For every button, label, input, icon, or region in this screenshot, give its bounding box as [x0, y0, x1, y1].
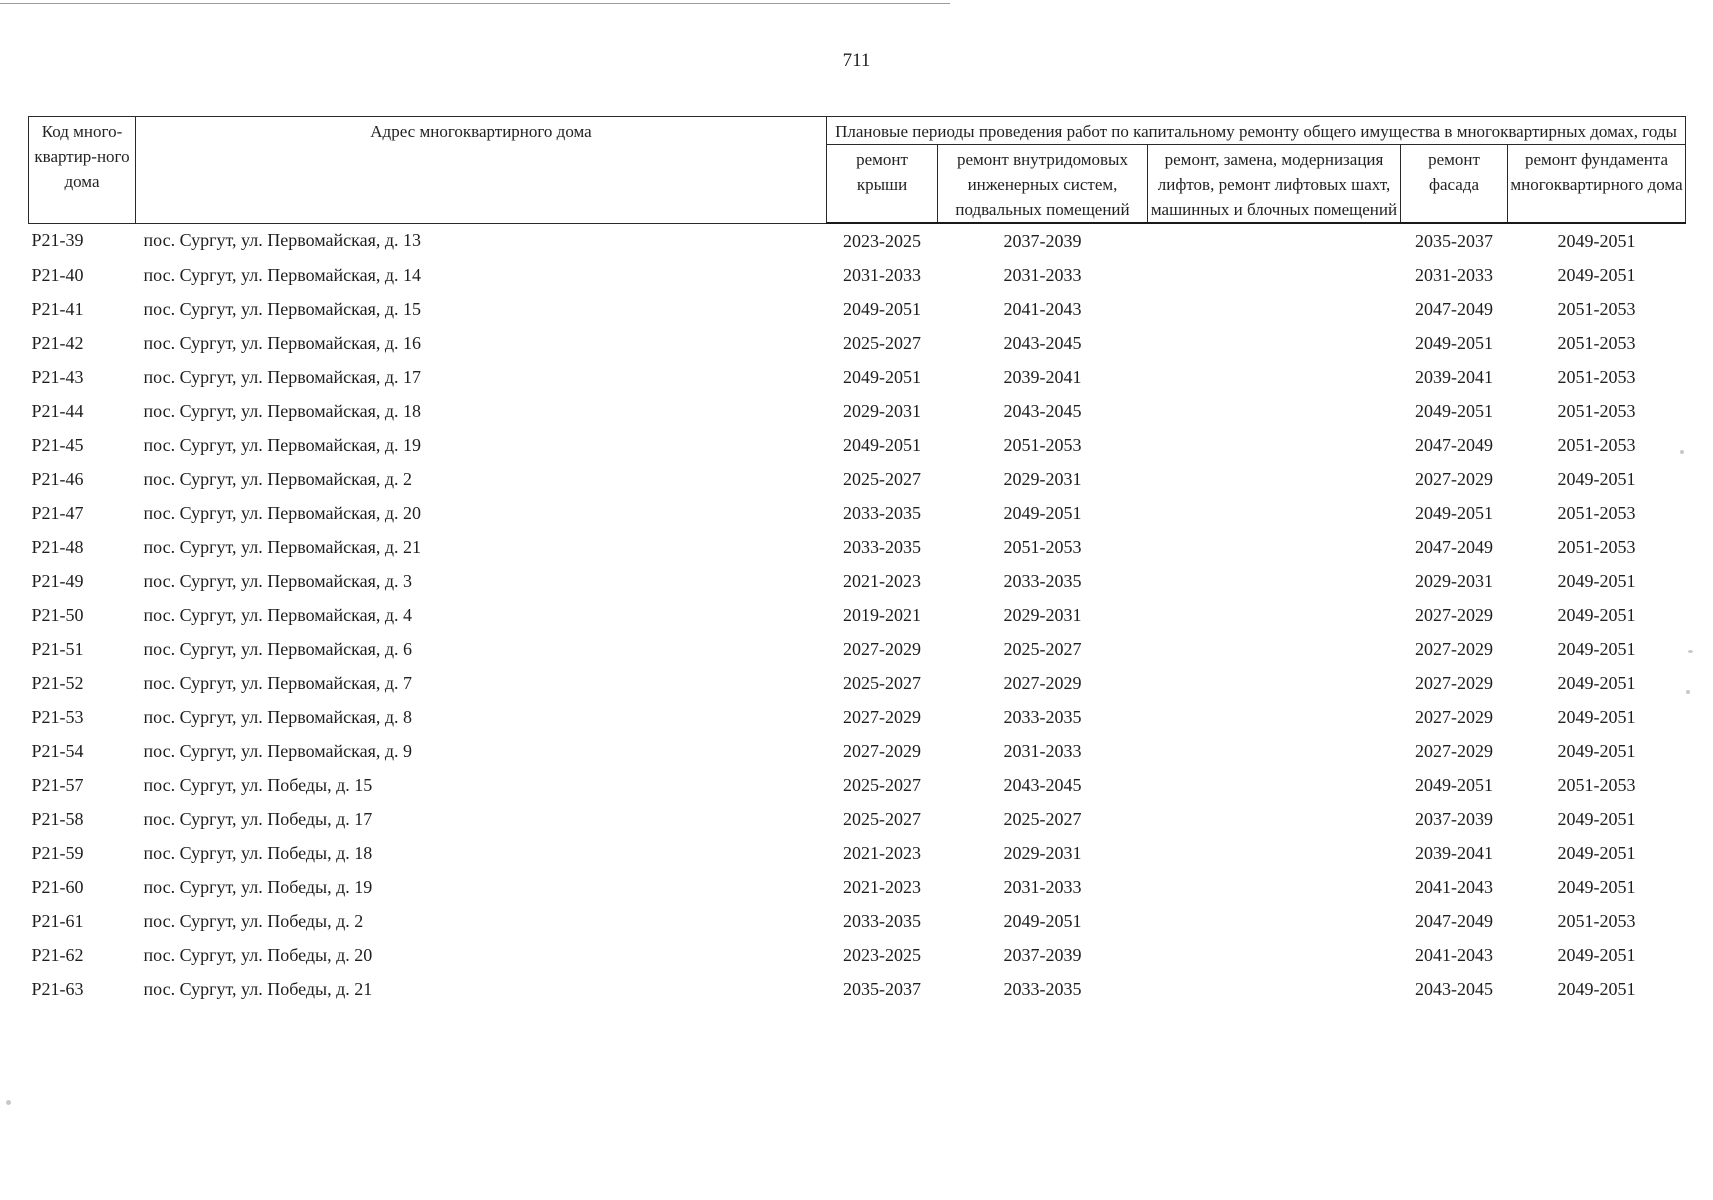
cell-lifts	[1148, 904, 1401, 938]
cell-systems: 2043-2045	[1003, 400, 1082, 421]
cell-foundation: 2049-2051	[1557, 842, 1636, 863]
cell-lifts	[1148, 530, 1401, 564]
cell-facade: 2037-2039	[1415, 808, 1493, 829]
cell-roof: 2019-2021	[843, 604, 921, 625]
cell-roof: 2023-2025	[843, 230, 921, 251]
cell-foundation: 2051-2053	[1557, 910, 1636, 931]
cell-code: P21-46	[31, 468, 84, 489]
cell-foundation: 2049-2051	[1557, 740, 1636, 761]
cell-roof: 2033-2035	[843, 502, 921, 523]
cell-lifts	[1148, 564, 1401, 598]
cell-foundation: 2049-2051	[1557, 638, 1636, 659]
cell-lifts	[1148, 462, 1401, 496]
cell-lifts	[1148, 870, 1401, 904]
header-address: Адрес многоквартирного дома	[136, 117, 827, 224]
cell-facade: 2041-2043	[1415, 944, 1493, 965]
table-row	[29, 564, 1686, 598]
cell-code: P21-54	[31, 740, 84, 761]
cell-systems: 2051-2053	[1003, 536, 1082, 557]
cell-facade: 2027-2029	[1415, 638, 1493, 659]
cell-systems: 2033-2035	[1003, 570, 1082, 591]
cell-roof: 2021-2023	[843, 570, 921, 591]
cell-address: пос. Сургут, ул. Первомайская, д. 9	[143, 740, 413, 761]
cell-foundation: 2049-2051	[1557, 706, 1636, 727]
cell-roof: 2021-2023	[843, 842, 921, 863]
cell-facade: 2049-2051	[1415, 400, 1493, 421]
cell-address: пос. Сургут, ул. Первомайская, д. 3	[143, 570, 413, 591]
cell-address: пос. Сургут, ул. Первомайская, д. 8	[143, 706, 413, 727]
cell-address: пос. Сургут, ул. Победы, д. 18	[143, 842, 373, 863]
cell-systems: 2029-2031	[1003, 604, 1082, 625]
cell-code: P21-58	[31, 808, 84, 829]
cell-systems: 2033-2035	[1003, 978, 1082, 999]
cell-foundation: 2051-2053	[1557, 332, 1636, 353]
table-row	[29, 904, 1686, 938]
cell-roof: 2025-2027	[843, 468, 921, 489]
cell-foundation: 2049-2051	[1557, 468, 1636, 489]
cell-foundation: 2049-2051	[1557, 978, 1636, 999]
cell-foundation: 2051-2053	[1557, 774, 1636, 795]
cell-foundation: 2049-2051	[1557, 604, 1636, 625]
cell-facade: 2035-2037	[1415, 230, 1493, 251]
cell-roof: 2049-2051	[843, 434, 921, 455]
cell-systems: 2051-2053	[1003, 434, 1082, 455]
cell-systems: 2041-2043	[1003, 298, 1082, 319]
cell-roof: 2031-2033	[843, 264, 921, 285]
cell-code: P21-39	[31, 230, 84, 251]
table-row	[29, 734, 1686, 768]
cell-code: P21-40	[31, 264, 84, 285]
cell-address: пос. Сургут, ул. Победы, д. 19	[143, 876, 373, 897]
cell-roof: 2025-2027	[843, 808, 921, 829]
cell-facade: 2047-2049	[1415, 910, 1493, 931]
cell-code: P21-50	[31, 604, 84, 625]
cell-facade: 2027-2029	[1415, 706, 1493, 727]
cell-systems: 2039-2041	[1003, 366, 1082, 387]
cell-foundation: 2051-2053	[1557, 536, 1636, 557]
cell-roof: 2029-2031	[843, 400, 921, 421]
page-number: 711	[842, 50, 871, 71]
cell-address: пос. Сургут, ул. Победы, д. 21	[143, 978, 373, 999]
cell-lifts	[1148, 326, 1401, 360]
cell-systems: 2031-2033	[1003, 740, 1082, 761]
table-row	[29, 836, 1686, 870]
table-row	[29, 870, 1686, 904]
cell-code: P21-59	[31, 842, 84, 863]
cell-roof: 2033-2035	[843, 910, 921, 931]
cell-facade: 2047-2049	[1415, 298, 1493, 319]
cell-code: P21-51	[31, 638, 84, 659]
cell-roof: 2049-2051	[843, 366, 921, 387]
cell-code: P21-45	[31, 434, 84, 455]
cell-roof: 2027-2029	[843, 706, 921, 727]
cell-foundation: 2049-2051	[1557, 570, 1636, 591]
cell-foundation: 2049-2051	[1557, 944, 1636, 965]
cell-code: P21-48	[31, 536, 84, 557]
cell-lifts	[1148, 632, 1401, 666]
cell-lifts	[1148, 223, 1401, 258]
cell-address: пос. Сургут, ул. Первомайская, д. 4	[143, 604, 413, 625]
cell-foundation: 2049-2051	[1557, 230, 1636, 251]
cell-facade: 2049-2051	[1415, 502, 1493, 523]
scan-speck	[1680, 450, 1684, 454]
cell-facade: 2027-2029	[1415, 468, 1493, 489]
cell-lifts	[1148, 734, 1401, 768]
cell-address: пос. Сургут, ул. Победы, д. 17	[143, 808, 373, 829]
cell-facade: 2027-2029	[1415, 604, 1493, 625]
table-row	[29, 972, 1686, 1006]
cell-systems: 2037-2039	[1003, 230, 1082, 251]
cell-code: P21-42	[31, 332, 84, 353]
cell-facade: 2027-2029	[1415, 672, 1493, 693]
cell-facade: 2039-2041	[1415, 366, 1493, 387]
cell-lifts	[1148, 666, 1401, 700]
cell-roof: 2025-2027	[843, 332, 921, 353]
cell-code: P21-62	[31, 944, 84, 965]
cell-address: пос. Сургут, ул. Первомайская, д. 14	[143, 264, 422, 285]
capital-repair-table-sheet	[28, 116, 1685, 1006]
cell-address: пос. Сургут, ул. Первомайская, д. 15	[143, 298, 422, 319]
cell-facade: 2039-2041	[1415, 842, 1493, 863]
cell-lifts	[1148, 802, 1401, 836]
cell-lifts	[1148, 394, 1401, 428]
scan-speck	[1688, 650, 1693, 653]
table-row	[29, 428, 1686, 462]
cell-systems: 2025-2027	[1003, 638, 1082, 659]
cell-facade: 2049-2051	[1415, 332, 1493, 353]
cell-code: P21-61	[31, 910, 84, 931]
cell-address: пос. Сургут, ул. Первомайская, д. 19	[143, 434, 422, 455]
scan-speck	[1686, 690, 1690, 694]
cell-systems: 2033-2035	[1003, 706, 1082, 727]
cell-foundation: 2051-2053	[1557, 502, 1636, 523]
cell-systems: 2049-2051	[1003, 502, 1082, 523]
table-row	[29, 598, 1686, 632]
cell-code: P21-57	[31, 774, 84, 795]
table-row	[29, 632, 1686, 666]
table-row	[29, 496, 1686, 530]
cell-address: пос. Сургут, ул. Первомайская, д. 6	[143, 638, 413, 659]
cell-roof: 2033-2035	[843, 536, 921, 557]
cell-address: пос. Сургут, ул. Первомайская, д. 18	[143, 400, 422, 421]
table-header	[29, 117, 1686, 224]
scan-speck	[6, 1100, 11, 1105]
cell-foundation: 2051-2053	[1557, 400, 1636, 421]
table-body	[29, 223, 1686, 1006]
cell-roof: 2035-2037	[843, 978, 921, 999]
cell-lifts	[1148, 972, 1401, 1006]
cell-address: пос. Сургут, ул. Первомайская, д. 13	[143, 230, 422, 251]
cell-systems: 2025-2027	[1003, 808, 1082, 829]
cell-code: P21-47	[31, 502, 84, 523]
cell-systems: 2037-2039	[1003, 944, 1082, 965]
cell-facade: 2029-2031	[1415, 570, 1493, 591]
table-row	[29, 462, 1686, 496]
cell-code: P21-44	[31, 400, 84, 421]
cell-roof: 2049-2051	[843, 298, 921, 319]
cell-foundation: 2049-2051	[1557, 808, 1636, 829]
cell-roof: 2025-2027	[843, 774, 921, 795]
cell-address: пос. Сургут, ул. Победы, д. 20	[143, 944, 373, 965]
cell-address: пос. Сургут, ул. Первомайская, д. 20	[143, 502, 422, 523]
cell-facade: 2043-2045	[1415, 978, 1493, 999]
cell-foundation: 2049-2051	[1557, 876, 1636, 897]
table-row	[29, 292, 1686, 326]
cell-roof: 2021-2023	[843, 876, 921, 897]
cell-lifts	[1148, 598, 1401, 632]
cell-facade: 2047-2049	[1415, 434, 1493, 455]
table-row	[29, 768, 1686, 802]
cell-foundation: 2051-2053	[1557, 298, 1636, 319]
cell-systems: 2043-2045	[1003, 774, 1082, 795]
cell-systems: 2049-2051	[1003, 910, 1082, 931]
cell-foundation: 2049-2051	[1557, 264, 1636, 285]
table-row	[29, 326, 1686, 360]
cell-lifts	[1148, 258, 1401, 292]
table-row	[29, 938, 1686, 972]
cell-roof: 2025-2027	[843, 672, 921, 693]
cell-address: пос. Сургут, ул. Первомайская, д. 16	[143, 332, 422, 353]
cell-facade: 2027-2029	[1415, 740, 1493, 761]
header-code: Код много-квартир-ного дома	[29, 117, 136, 224]
capital-repair-table	[28, 116, 1686, 1006]
cell-systems: 2027-2029	[1003, 672, 1082, 693]
cell-facade: 2031-2033	[1415, 264, 1493, 285]
cell-address: пос. Сургут, ул. Первомайская, д. 7	[143, 672, 413, 693]
header-periods-group: Плановые периоды проведения работ по капитальному ремонту общего имущества в многоквартирных домах, годы	[827, 117, 1686, 145]
cell-systems: 2029-2031	[1003, 842, 1082, 863]
cell-systems: 2031-2033	[1003, 264, 1082, 285]
cell-lifts	[1148, 836, 1401, 870]
cell-code: P21-49	[31, 570, 84, 591]
cell-lifts	[1148, 292, 1401, 326]
cell-roof: 2027-2029	[843, 638, 921, 659]
cell-address: пос. Сургут, ул. Первомайская, д. 21	[143, 536, 422, 557]
header-facade: ремонт фасада	[1401, 145, 1508, 224]
table-row	[29, 802, 1686, 836]
table-row	[29, 530, 1686, 564]
table-row	[29, 700, 1686, 734]
table-row	[29, 394, 1686, 428]
cell-foundation: 2051-2053	[1557, 434, 1636, 455]
cell-systems: 2029-2031	[1003, 468, 1082, 489]
cell-code: P21-53	[31, 706, 84, 727]
cell-address: пос. Сургут, ул. Первомайская, д. 2	[143, 468, 413, 489]
table-row	[29, 666, 1686, 700]
cell-lifts	[1148, 938, 1401, 972]
table-row	[29, 223, 1686, 258]
cell-code: P21-43	[31, 366, 84, 387]
cell-address: пос. Сургут, ул. Первомайская, д. 17	[143, 366, 422, 387]
header-systems: ремонт внутридомовых инженерных систем, подвальных помещений	[938, 145, 1148, 224]
cell-roof: 2027-2029	[843, 740, 921, 761]
cell-lifts	[1148, 428, 1401, 462]
cell-foundation: 2049-2051	[1557, 672, 1636, 693]
cell-systems: 2043-2045	[1003, 332, 1082, 353]
cell-lifts	[1148, 700, 1401, 734]
top-rule	[0, 3, 950, 4]
header-foundation: ремонт фундамента многоквартирного дома	[1508, 145, 1686, 224]
cell-address: пос. Сургут, ул. Победы, д. 2	[143, 910, 364, 931]
table-row	[29, 360, 1686, 394]
header-roof: ремонт крыши	[827, 145, 938, 224]
cell-roof: 2023-2025	[843, 944, 921, 965]
cell-lifts	[1148, 360, 1401, 394]
header-lifts: ремонт, замена, модернизация лифтов, ремонт лифтовых шахт, машинных и блочных помещений	[1148, 145, 1401, 224]
cell-code: P21-41	[31, 298, 84, 319]
cell-code: P21-60	[31, 876, 84, 897]
cell-lifts	[1148, 768, 1401, 802]
cell-code: P21-63	[31, 978, 84, 999]
cell-facade: 2047-2049	[1415, 536, 1493, 557]
table-row	[29, 258, 1686, 292]
cell-systems: 2031-2033	[1003, 876, 1082, 897]
cell-address: пос. Сургут, ул. Победы, д. 15	[143, 774, 373, 795]
cell-facade: 2049-2051	[1415, 774, 1493, 795]
cell-facade: 2041-2043	[1415, 876, 1493, 897]
cell-foundation: 2051-2053	[1557, 366, 1636, 387]
cell-code: P21-52	[31, 672, 84, 693]
cell-lifts	[1148, 496, 1401, 530]
